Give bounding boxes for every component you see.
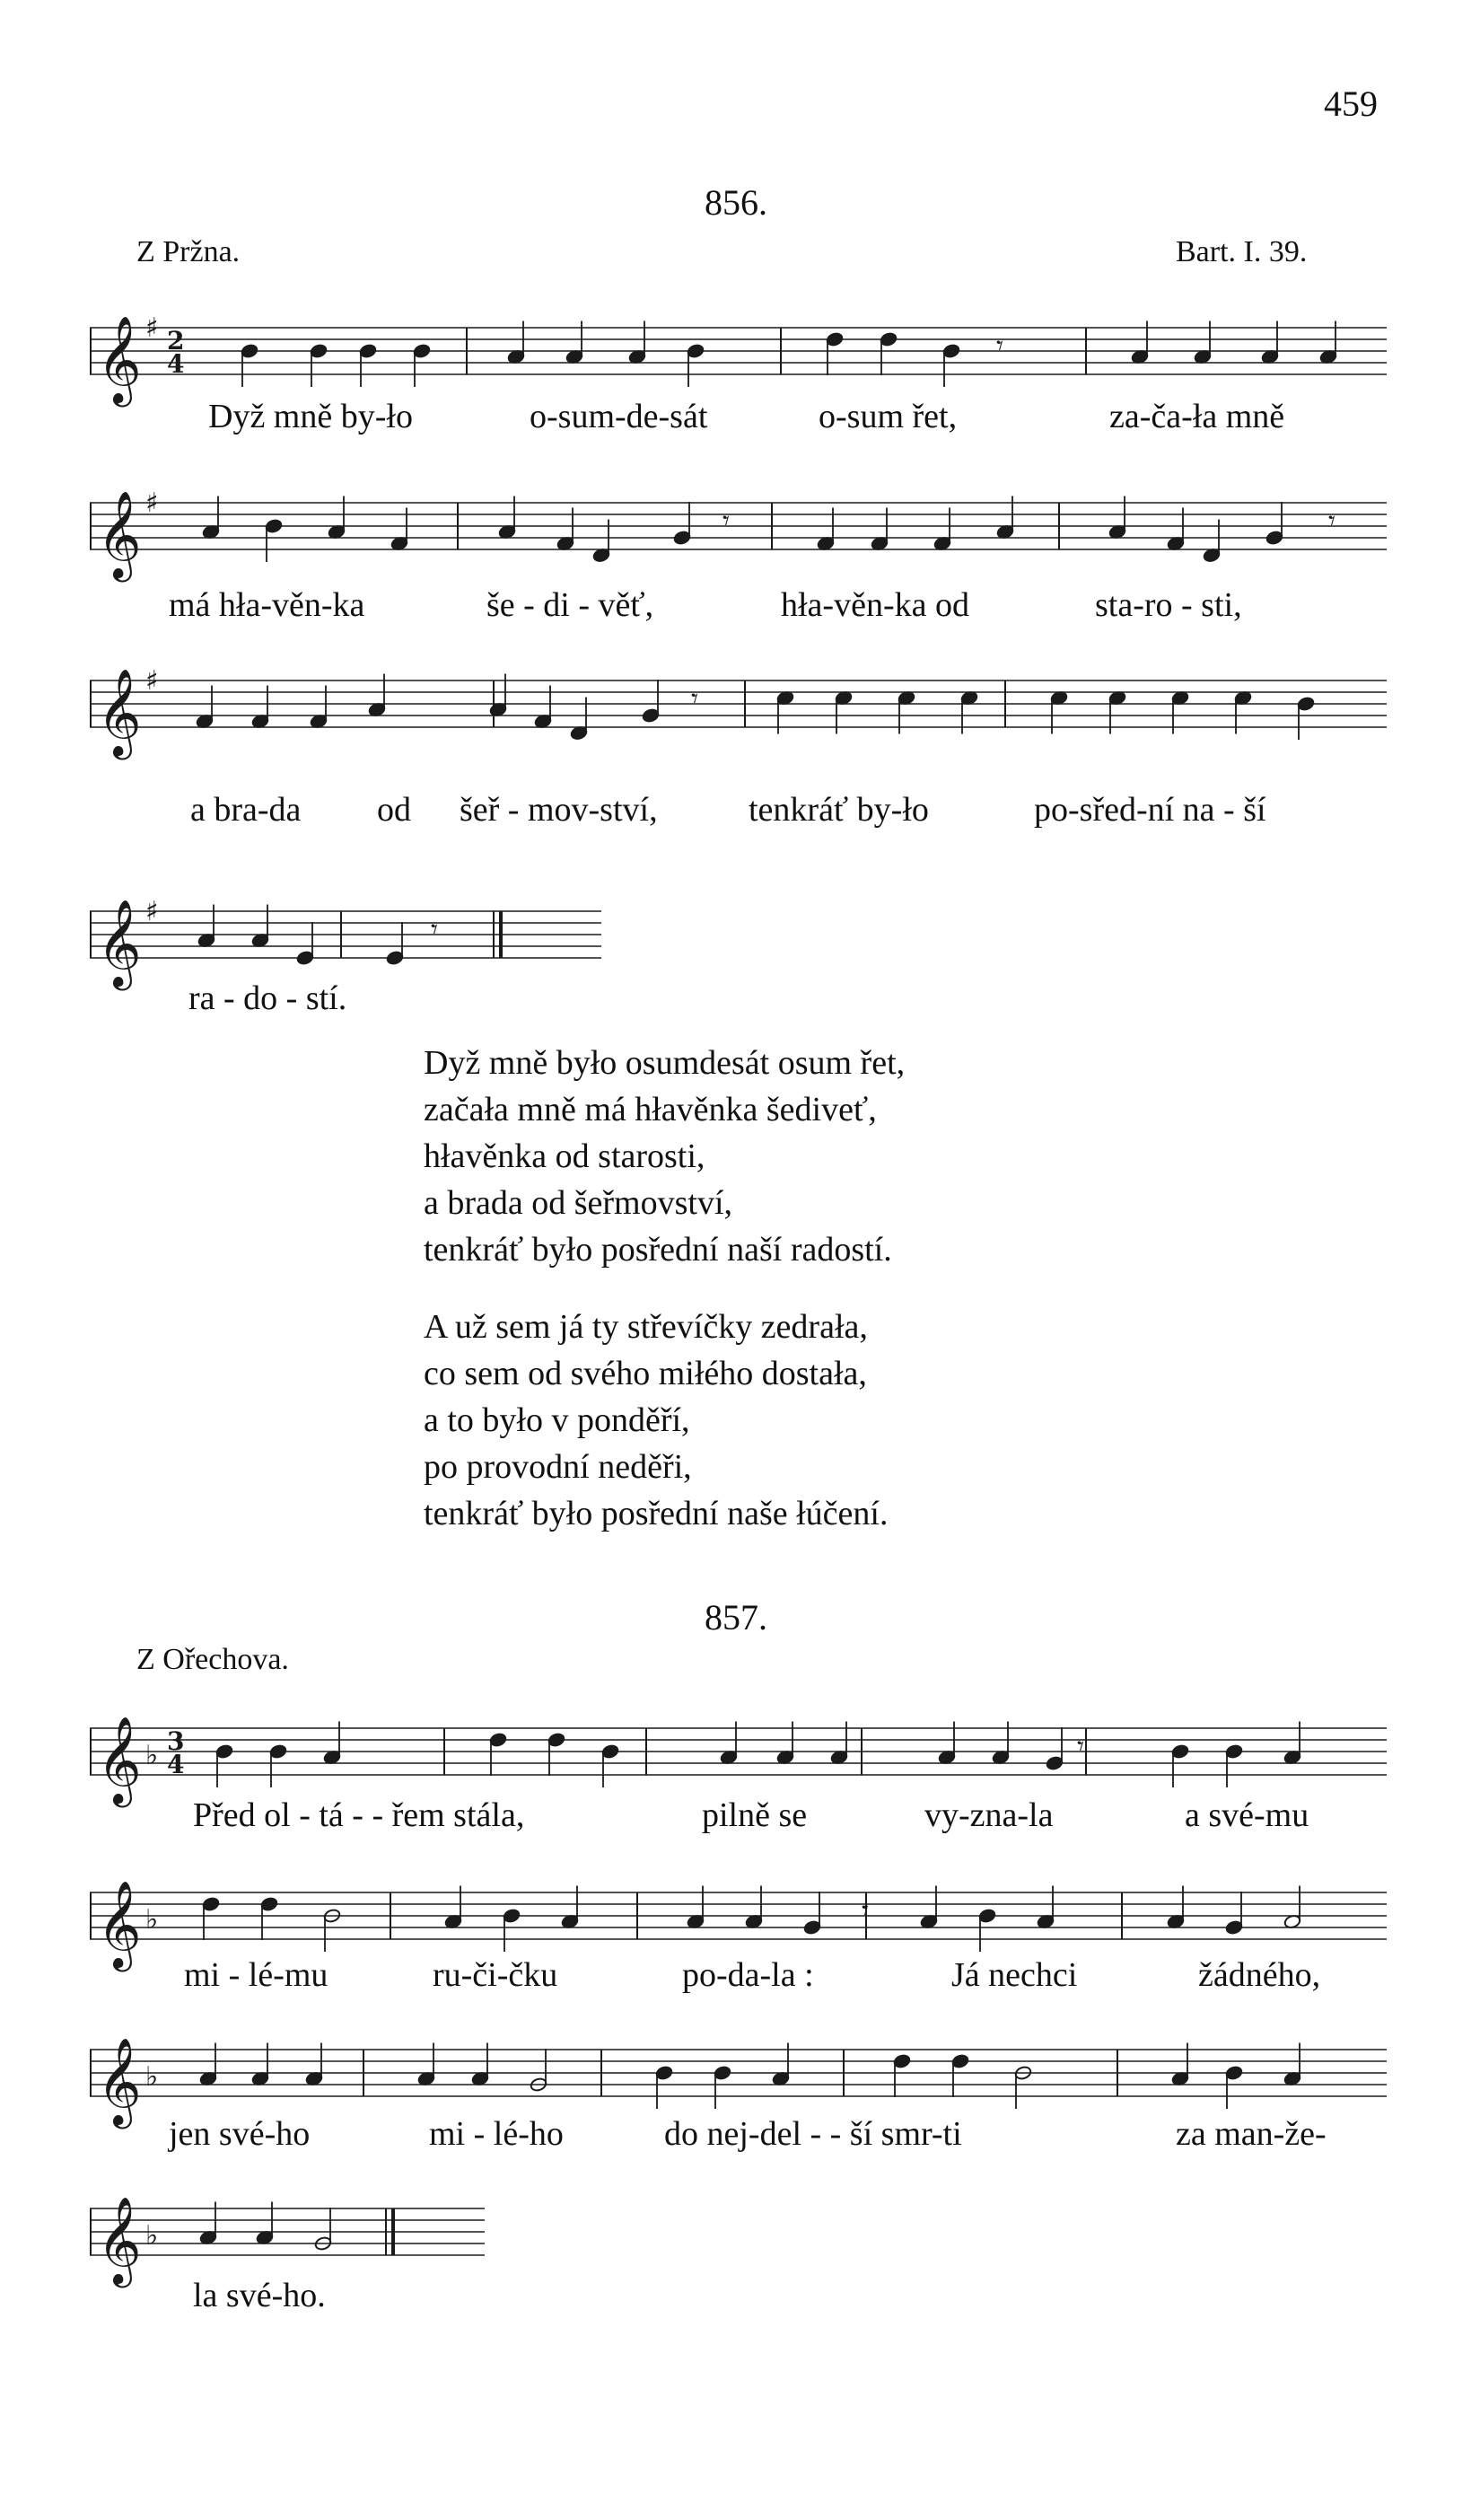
note xyxy=(310,343,328,358)
treble-clef-icon: 𝄞 xyxy=(97,490,142,578)
song-source: Bart. I. 39. xyxy=(1176,235,1308,268)
stanza-line: Dyž mně było osumdesát osum řet, xyxy=(424,1044,906,1082)
note xyxy=(687,343,705,358)
rest-icon: 𝄾 xyxy=(1077,1731,1084,1762)
lyric-segment: o-sum řet, xyxy=(819,398,958,435)
lyric-segment: Já nechci xyxy=(951,1956,1078,1994)
flat-icon: ♭ xyxy=(145,2220,159,2252)
note xyxy=(215,1743,233,1759)
lyric-segment: žádného, xyxy=(1198,1956,1321,1994)
lyric-segment: jen své-ho xyxy=(169,2115,311,2153)
flat-icon: ♭ xyxy=(145,1740,159,1771)
lyric-segment: ru-či-čku xyxy=(433,1956,558,1994)
note xyxy=(260,1896,278,1911)
stanza xyxy=(424,1040,905,1273)
lyric-segment: tenkráť by-ło xyxy=(749,791,929,829)
lyric-segment: mi - lé-mu xyxy=(184,1956,328,1994)
lyric-segment: za-ča-ła mně xyxy=(1109,398,1285,435)
lyric-segment: še - di - věť, xyxy=(486,586,654,624)
lyric-segment: šeř - mov-ství, xyxy=(460,791,658,829)
treble-clef-icon: 𝄞 xyxy=(97,315,142,403)
lyric-segment: a své-mu xyxy=(1185,1796,1309,1834)
note xyxy=(951,2053,969,2068)
lyric-segment: od xyxy=(377,791,411,829)
treble-clef-icon: 𝄞 xyxy=(97,1880,142,1968)
rest-icon: 𝄾 xyxy=(862,1895,869,1927)
note xyxy=(1225,2065,1243,2080)
note xyxy=(942,343,960,358)
note xyxy=(826,331,844,347)
note xyxy=(503,1908,521,1923)
music-staff xyxy=(90,2023,1387,2125)
song-number: 856. xyxy=(705,182,767,223)
rest-icon: 𝄾 xyxy=(1328,505,1336,537)
rest-icon: 𝄾 xyxy=(996,330,1003,362)
page-number: 459 xyxy=(1324,83,1378,124)
time-signature-denominator: 4 xyxy=(167,349,185,379)
lyric-segment: ra - do - stí. xyxy=(188,979,347,1017)
stanza-line: co sem od svého miłého dostała, xyxy=(424,1355,867,1392)
flat-icon: ♭ xyxy=(145,1904,159,1936)
flat-icon: ♭ xyxy=(145,2061,159,2093)
song-number: 857. xyxy=(705,1597,767,1638)
note xyxy=(978,1908,996,1923)
note xyxy=(880,331,898,347)
stanza-line: A už sem já ty střevíčky zedrała, xyxy=(424,1308,868,1346)
lyric-segment: do nej-del - - ší smr-ti xyxy=(664,2115,962,2153)
song-origin: Z Pržna. xyxy=(136,235,241,268)
note xyxy=(202,1896,220,1911)
lyric-segment: mi - lé-ho xyxy=(429,2115,564,2153)
stanza-line: tenkráť było posřední naší radostí. xyxy=(424,1231,892,1269)
note xyxy=(489,1732,507,1747)
stanza xyxy=(424,1304,888,1537)
rest-icon: 𝄾 xyxy=(722,505,730,537)
note xyxy=(1225,1743,1243,1759)
note xyxy=(296,950,314,965)
music-staff xyxy=(90,476,1387,578)
treble-clef-icon: 𝄞 xyxy=(97,899,142,987)
lyric-segment: po-sřed-ní na - ší xyxy=(1034,791,1266,829)
lyric-segment: sta-ro - sti, xyxy=(1095,586,1242,624)
sharp-icon: ♯ xyxy=(145,665,159,697)
lyric-segment: la své-ho. xyxy=(193,2277,326,2314)
note xyxy=(1171,1743,1189,1759)
note xyxy=(359,343,377,358)
lyric-segment: pilně se xyxy=(702,1796,808,1834)
note xyxy=(714,2065,731,2080)
note xyxy=(547,1732,565,1747)
stanza-line: tenkráť było posřední naše łúčení. xyxy=(424,1495,889,1532)
music-staff xyxy=(90,301,1387,403)
time-signature-numerator: 2 xyxy=(167,326,185,356)
time-signature-numerator: 3 xyxy=(167,1726,185,1756)
note xyxy=(893,2053,911,2068)
note xyxy=(673,530,691,545)
note xyxy=(269,1743,287,1759)
treble-clef-icon: 𝄞 xyxy=(97,1716,142,1804)
lyric-segment: Dyž mně by-ło xyxy=(208,398,413,435)
lyric-segment: Před ol - tá - - řem stála, xyxy=(193,1796,525,1834)
treble-clef-icon: 𝄞 xyxy=(97,2196,142,2284)
rest-icon: 𝄾 xyxy=(431,914,438,945)
note xyxy=(386,950,404,965)
song-origin: Z Ořechova. xyxy=(136,1643,289,1676)
lyric-segment: hła-věn-ka od xyxy=(781,586,969,624)
note xyxy=(1297,696,1315,711)
note xyxy=(601,1743,619,1759)
stanza-line: a to było v ponděří, xyxy=(424,1401,690,1439)
note xyxy=(642,707,660,723)
note xyxy=(655,2065,673,2080)
stanza-line: po provodní neděři, xyxy=(424,1448,692,1486)
note xyxy=(803,1919,821,1935)
stanza-line: začała mně má hłavěnka šediveť, xyxy=(424,1091,877,1128)
music-staff xyxy=(90,654,1387,756)
music-staff xyxy=(90,1866,1387,1968)
music-staff xyxy=(90,1701,1387,1804)
lyric-segment: o-sum-de-sát xyxy=(530,398,708,435)
note xyxy=(1225,1919,1243,1935)
sharp-icon: ♯ xyxy=(145,487,159,519)
time-signature-denominator: 4 xyxy=(167,1750,185,1779)
rest-icon: 𝄾 xyxy=(691,683,698,715)
lyric-segment: má hła-věn-ka xyxy=(169,586,365,624)
lyric-segment: a bra-da xyxy=(190,791,302,829)
note xyxy=(241,343,258,358)
lyric-segment: po-da-la : xyxy=(682,1956,814,1994)
lyric-segment: za man-že- xyxy=(1176,2115,1327,2153)
note xyxy=(265,518,283,533)
treble-clef-icon: 𝄞 xyxy=(97,2037,142,2125)
note xyxy=(1265,530,1283,545)
treble-clef-icon: 𝄞 xyxy=(97,668,142,756)
stanza-line: hłavěnka od starosti, xyxy=(424,1137,705,1175)
note xyxy=(1046,1755,1064,1770)
stanza-line: a brada od šeřmovství, xyxy=(424,1184,733,1222)
music-staff xyxy=(90,2182,485,2284)
sharp-icon: ♯ xyxy=(145,896,159,927)
note xyxy=(413,343,431,358)
sharp-icon: ♯ xyxy=(145,312,159,344)
lyric-segment: vy-zna-la xyxy=(924,1796,1054,1834)
music-staff xyxy=(90,884,601,987)
